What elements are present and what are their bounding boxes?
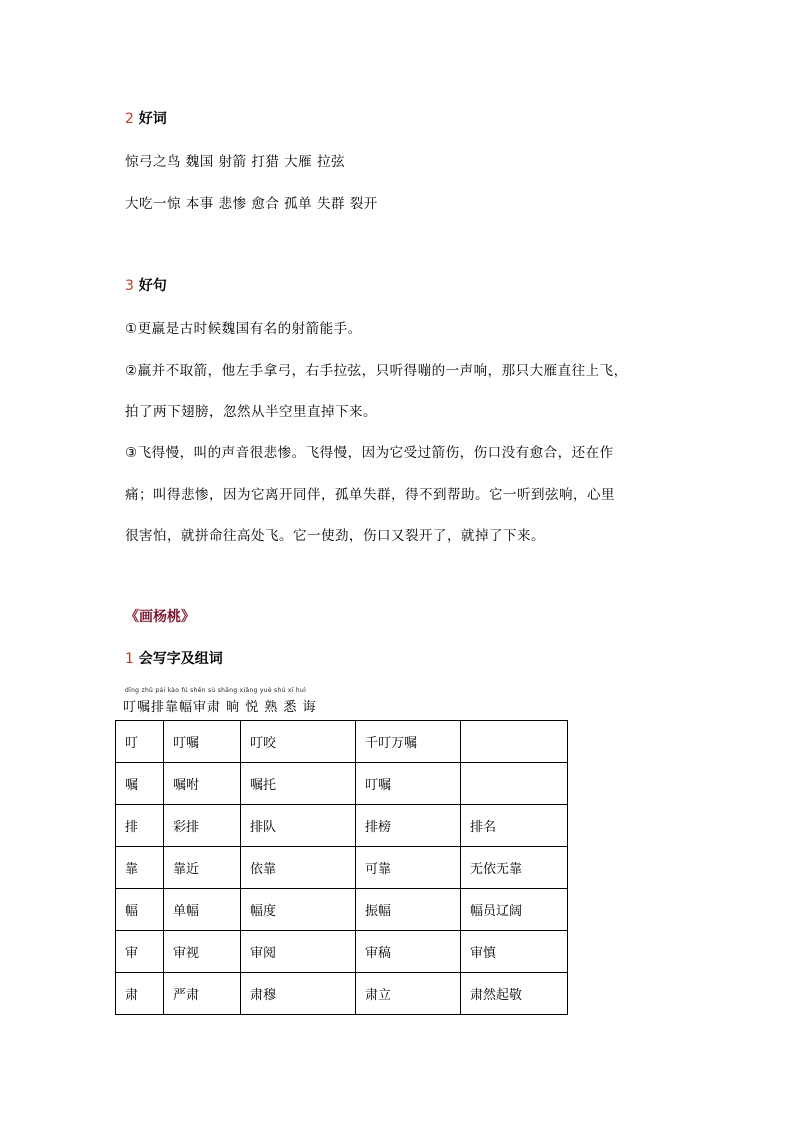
table-cell-word: 可靠 [356, 847, 461, 889]
table-cell-word: 幅员辽阔 [461, 889, 568, 931]
characters-line: 叮嘱排靠幅审肃 晌 悦 熟 悉 诲 [123, 700, 317, 715]
table-cell-word: 排名 [461, 805, 568, 847]
table-cell-word: 审稿 [356, 931, 461, 973]
section-3-number: 3 [125, 278, 134, 294]
table-cell-word: 叮嘱 [164, 721, 241, 763]
table-cell-word: 千叮万嘱 [356, 721, 461, 763]
table-cell-word: 叮嘱 [356, 763, 461, 805]
good-sentence-line-4: ③飞得慢，叫的声音很悲惨。飞得慢，因为它受过箭伤，伤口没有愈合，还在作 [125, 445, 614, 461]
good-words-line-2: 大吃一惊 本事 悲惨 愈合 孤单 失群 裂开 [125, 196, 378, 212]
good-sentence-line-5: 痛；叫得悲惨，因为它离开同伴，孤单失群，得不到帮助。它一听到弦响，心里 [125, 487, 615, 503]
table-cell-word: 嘱咐 [164, 763, 241, 805]
table-cell-word [461, 721, 568, 763]
table-cell-word: 依靠 [241, 847, 356, 889]
table-cell-char: 排 [116, 805, 164, 847]
table-cell-word: 排队 [241, 805, 356, 847]
table-cell-word [461, 763, 568, 805]
table-cell-word: 彩排 [164, 805, 241, 847]
table-row [116, 973, 568, 1015]
section-2-number: 2 [125, 111, 134, 127]
section-2-heading [125, 108, 167, 128]
lesson-subheading [125, 648, 223, 668]
table-row [116, 931, 568, 973]
section-2-title: 好词 [138, 111, 167, 127]
good-sentence-line-3: 拍了两下翅膀，忽然从半空里直掉下来。 [125, 404, 377, 420]
table-cell-word: 审慎 [461, 931, 568, 973]
table-row [116, 847, 568, 889]
table-cell-word: 肃然起敬 [461, 973, 568, 1015]
table-cell-char: 审 [116, 931, 164, 973]
table-cell-char: 幅 [116, 889, 164, 931]
table-row [116, 721, 568, 763]
lesson-sub-number: 1 [125, 651, 134, 667]
table-cell-char: 靠 [116, 847, 164, 889]
table-cell-word: 振幅 [356, 889, 461, 931]
table-cell-char: 嘱 [116, 763, 164, 805]
table-cell-char: 肃 [116, 973, 164, 1015]
table-cell-word: 排榜 [356, 805, 461, 847]
table-cell-word: 靠近 [164, 847, 241, 889]
table-row [116, 763, 568, 805]
good-sentence-line-2: ②羸并不取箭，他左手拿弓，右手拉弦，只听得嘣的一声响，那只大雁直往上飞， [125, 363, 628, 379]
table-cell-word: 幅度 [241, 889, 356, 931]
table-cell-word: 叮咬 [241, 721, 356, 763]
table-row [116, 805, 568, 847]
table-cell-word: 无依无靠 [461, 847, 568, 889]
table-cell-word: 肃穆 [241, 973, 356, 1015]
table-cell-char: 叮 [116, 721, 164, 763]
good-sentence-line-6: 很害怕，就拼命往高处飞。它一使劲，伤口又裂开了，就掉了下来。 [125, 528, 545, 544]
good-words-line-1: 惊弓之鸟 魏国 射箭 打猎 大雁 拉弦 [125, 154, 345, 170]
table-cell-word: 审阅 [241, 931, 356, 973]
table-row [116, 889, 568, 931]
table-cell-word: 严肃 [164, 973, 241, 1015]
table-cell-word: 审视 [164, 931, 241, 973]
pinyin-line: dīng zhǔ pái kào fú shěn sù shāng xiǎng yuè shú xī huì [125, 687, 307, 694]
section-3-title: 好句 [138, 278, 167, 294]
table-cell-word: 单幅 [164, 889, 241, 931]
word-table [115, 720, 568, 1015]
table-cell-word: 肃立 [356, 973, 461, 1015]
lesson-sub-title: 会写字及组词 [138, 651, 223, 667]
table-cell-word: 嘱托 [241, 763, 356, 805]
good-sentence-line-1: ①更羸是古时候魏国有名的射箭能手。 [125, 321, 362, 337]
lesson-title: 《画杨桃》 [125, 609, 195, 625]
section-3-heading [125, 275, 167, 295]
